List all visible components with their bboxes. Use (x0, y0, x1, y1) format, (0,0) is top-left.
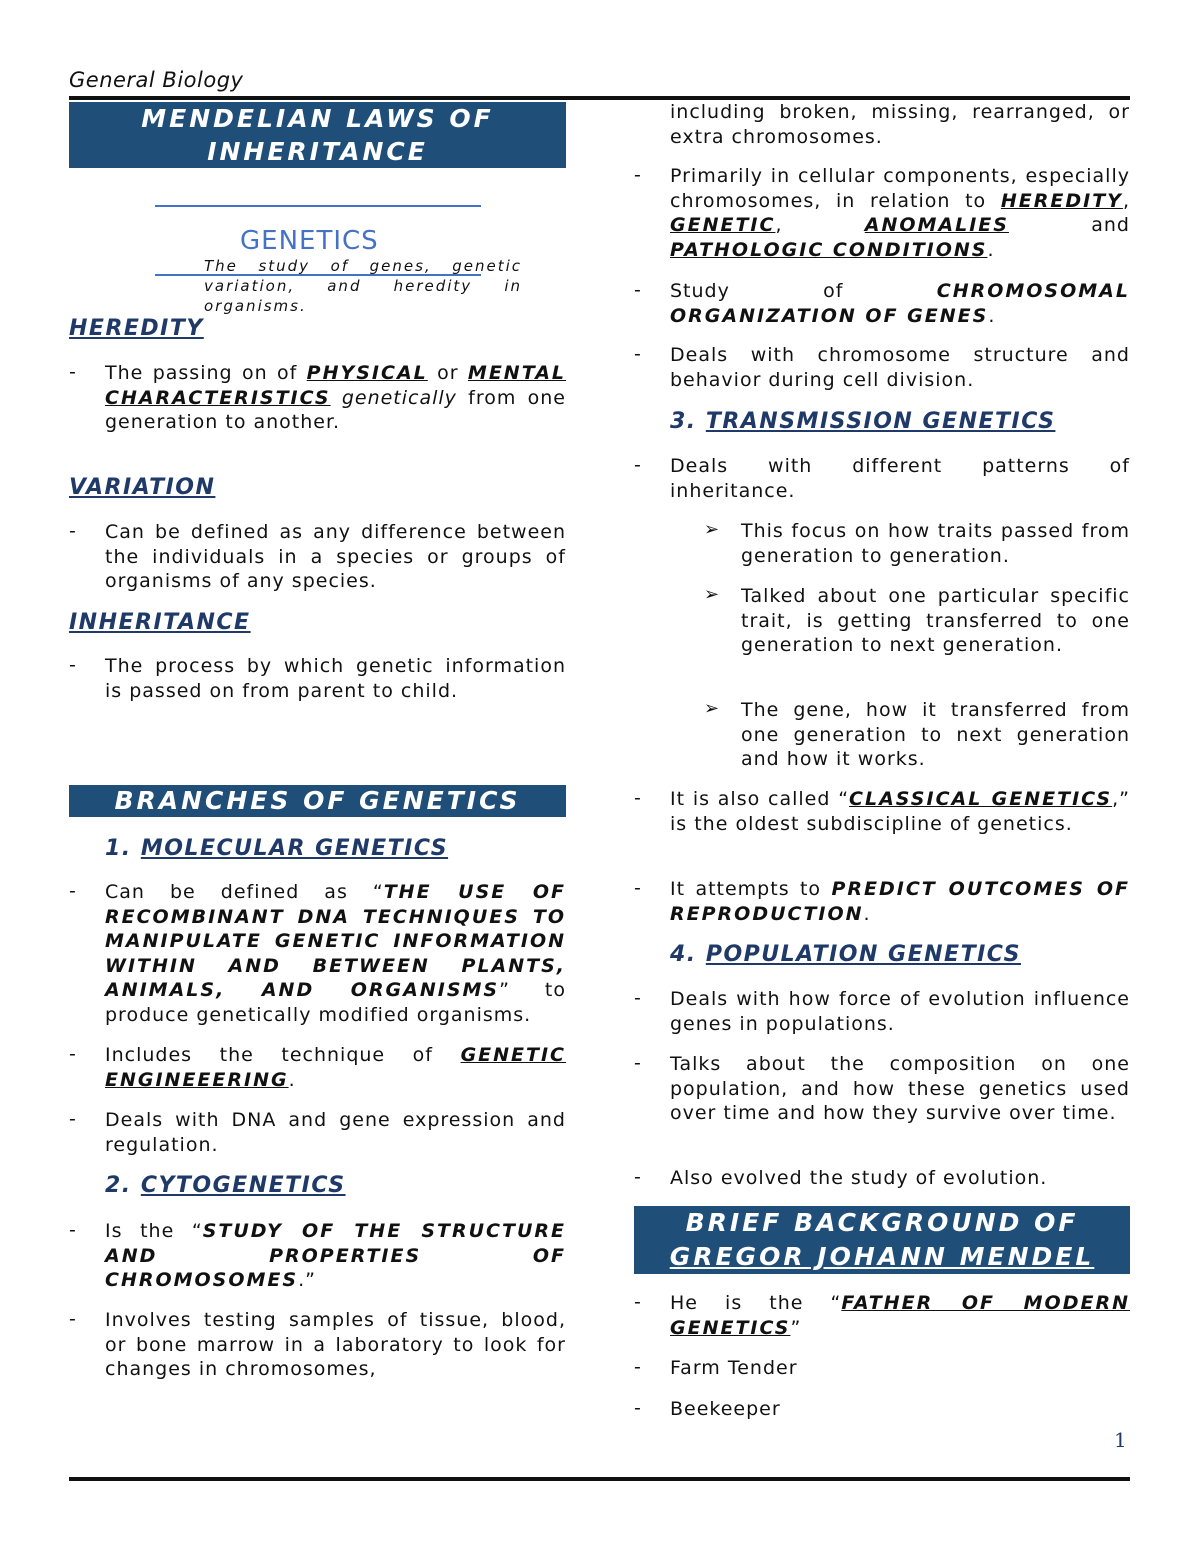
cyto-item-2: Involves testing samples of tissue, blood, or bone marrow in a laboratory to look for changes in chromosomes, (105, 1309, 566, 1381)
mendel-item-1: He is the “FATHER OF MODERN GENETICS” (670, 1292, 1130, 1339)
variation-heading: VARIATION (69, 475, 216, 500)
header-title: General Biology (69, 68, 244, 92)
mendel-banner-line-1: BRIEF BACKGROUND OF (685, 1208, 1079, 1237)
cyto-item-2-continued: including broken, missing, rearranged, or extra chromosomes. (670, 101, 1130, 148)
bullet-dash: - (634, 1291, 641, 1313)
genetics-top-rule (155, 205, 481, 207)
cyto-item-4: Study of CHROMOSOMAL ORGANIZATION OF GENES. (670, 280, 1130, 327)
molecular-item-2: Includes the technique of GENETIC ENGINEEERING. (105, 1044, 566, 1091)
bullet-dash: - (634, 1166, 641, 1188)
heredity-heading: HEREDITY (69, 316, 204, 341)
mendel-item-2: Farm Tender (670, 1357, 798, 1379)
title-line-1: MENDELIAN LAWS OF (141, 104, 494, 133)
transmission-sub-3: The gene, how it transferred from one generation to next generation and how it works. (741, 699, 1130, 771)
heredity-item: The passing on of PHYSICAL or MENTAL CHARACTERISTICS genetically from one generation to another. (105, 362, 567, 434)
population-heading: 4. POPULATION GENETICS (670, 942, 1021, 967)
inheritance-heading: INHERITANCE (69, 610, 251, 635)
transmission-heading: 3. TRANSMISSION GENETICS (670, 409, 1056, 434)
transmission-item-3: It attempts to PREDICT OUTCOMES OF REPRODUCTION. (670, 878, 1130, 925)
cyto-item-3: Primarily in cellular components, especially chromosomes, in relation to HEREDITY, GENETIC, ANOMALIES and PATHOLOGIC CONDITIONS. (670, 165, 1130, 261)
bullet-dash: - (634, 987, 641, 1009)
bullet-dash: - (69, 1043, 76, 1065)
bullet-dash: - (634, 1397, 641, 1419)
inheritance-item: The process by which genetic information is passed on from parent to child. (105, 655, 566, 702)
variation-item: Can be defined as any difference between the individuals in a species or groups of organisms of any species. (105, 521, 566, 593)
bullet-dash: - (69, 1308, 76, 1330)
footer-rule (69, 1477, 1130, 1481)
bullet-dash: - (634, 454, 641, 476)
transmission-item-1: Deals with different patterns of inheritance. (670, 455, 1130, 502)
transmission-item-2: It is also called “CLASSICAL GENETICS,” is the oldest subdiscipline of genetics. (670, 788, 1130, 835)
bullet-dash: - (69, 1219, 76, 1241)
bullet-dash: - (634, 1356, 641, 1378)
branches-banner: BRANCHES OF GENETICS (69, 785, 566, 817)
molecular-heading: 1. MOLECULAR GENETICS (105, 836, 449, 861)
population-item-1: Deals with how force of evolution influence genes in populations. (670, 988, 1130, 1035)
genetics-definition: The study of genes, genetic variation, and heredity in organisms. (204, 257, 522, 315)
bullet-dash: - (69, 520, 76, 542)
transmission-sub-1: This focus on how traits passed from generation to generation. (741, 520, 1130, 567)
molecular-item-1: Can be defined as “THE USE OF RECOMBINANT DNA TECHNIQUES TO MANIPULATE GENETIC INFORMATION WITHIN AND BETWEEN PLANTS, ANIMALS, AND ORGANISMS” to produce genetically modified organisms. (105, 881, 566, 1026)
bullet-dash: - (69, 1108, 76, 1130)
molecular-item-3: Deals with DNA and gene expression and regulation. (105, 1109, 566, 1156)
cyto-heading: 2. CYTOGENETICS (105, 1173, 346, 1198)
bullet-dash: - (69, 880, 76, 902)
genetics-title: GENETICS (240, 226, 379, 256)
page-number: 1 (1114, 1428, 1127, 1452)
arrow-bullet-icon: ➢ (704, 584, 720, 605)
population-item-3: Also evolved the study of evolution. (670, 1167, 1048, 1189)
arrow-bullet-icon: ➢ (704, 519, 720, 540)
bullet-dash: - (69, 654, 76, 676)
bullet-dash: - (634, 343, 641, 365)
mendel-banner (634, 1206, 1130, 1274)
title-banner (69, 102, 566, 168)
title-line-2: INHERITANCE (207, 137, 428, 166)
mendel-item-3: Beekeeper (670, 1398, 781, 1420)
bullet-dash: - (69, 361, 76, 383)
bullet-dash: - (634, 164, 641, 186)
cyto-item-1: Is the “STUDY OF THE STRUCTURE AND PROPERTIES OF CHROMOSOMES.” (105, 1220, 567, 1292)
cyto-item-5: Deals with chromosome structure and behavior during cell division. (670, 344, 1130, 391)
bullet-dash: - (634, 279, 641, 301)
bullet-dash: - (634, 877, 641, 899)
bullet-dash: - (634, 1052, 641, 1074)
transmission-sub-2: Talked about one particular specific trait, is getting transferred to one generation to next generation. (741, 585, 1130, 657)
bullet-dash: - (634, 787, 641, 809)
arrow-bullet-icon: ➢ (704, 698, 720, 719)
mendel-banner-line-2: GREGOR JOHANN MENDEL (669, 1242, 1095, 1271)
population-item-2: Talks about the composition on one population, and how these genetics used over time and how they survive over time. (670, 1053, 1130, 1125)
